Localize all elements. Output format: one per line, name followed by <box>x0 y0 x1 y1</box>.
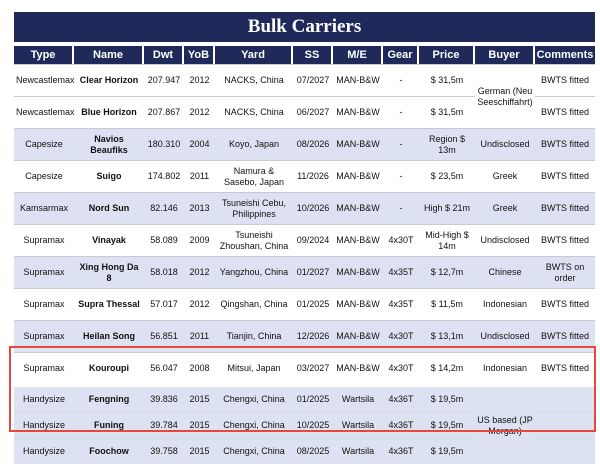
cell-comments <box>535 384 595 412</box>
cell-gear: - <box>383 64 419 96</box>
cell-yob: 2008 <box>184 352 215 384</box>
cell-dwt: 39.836 <box>144 384 184 412</box>
cell-type: Supramax <box>14 288 74 320</box>
col-buyer: Buyer <box>475 46 535 64</box>
cell-price: $ 23,5m <box>419 160 475 192</box>
cell-yob: 2004 <box>184 128 215 160</box>
cell-type: Handysize <box>14 384 74 412</box>
cell-price: $ 19,5m <box>419 412 475 438</box>
cell-yard: Qingshan, China <box>215 288 293 320</box>
cell-ss: 07/2027 <box>293 64 333 96</box>
cell-type: Newcastlemax <box>14 64 74 96</box>
cell-yob: 2012 <box>184 256 215 288</box>
cell-comments <box>535 438 595 464</box>
cell-yob: 2012 <box>184 288 215 320</box>
cell-yard: Yangzhou, China <box>215 256 293 288</box>
col-gear: Gear <box>383 46 419 64</box>
header-row <box>14 46 595 64</box>
cell-gear: - <box>383 128 419 160</box>
table-row <box>14 64 595 96</box>
cell-type: Supramax <box>14 256 74 288</box>
cell-ss: 01/2027 <box>293 256 333 288</box>
cell-gear: 4x30T <box>383 224 419 256</box>
cell-gear: - <box>383 160 419 192</box>
cell-gear: 4x35T <box>383 256 419 288</box>
cell-dwt: 82.146 <box>144 192 184 224</box>
cell-me: Wartsila <box>333 384 383 412</box>
cell-name: Blue Horizon <box>74 96 144 128</box>
col-yob: YoB <box>184 46 215 64</box>
cell-buyer: Indonesian <box>475 352 535 384</box>
cell-ss: 06/2027 <box>293 96 333 128</box>
cell-price: $ 31,5m <box>419 64 475 96</box>
cell-buyer: Undisclosed <box>475 224 535 256</box>
cell-ss: 08/2026 <box>293 128 333 160</box>
cell-me: MAN-B&W <box>333 128 383 160</box>
cell-buyer: German (Neu Seeschiffahrt) <box>475 64 535 128</box>
table-row <box>14 160 595 192</box>
cell-gear: - <box>383 192 419 224</box>
cell-comments: BWTS fitted <box>535 96 595 128</box>
table-row <box>14 288 595 320</box>
cell-ss: 11/2026 <box>293 160 333 192</box>
cell-yob: 2015 <box>184 412 215 438</box>
cell-comments: BWTS fitted <box>535 128 595 160</box>
cell-dwt: 57.017 <box>144 288 184 320</box>
cell-yard: NACKS, China <box>215 96 293 128</box>
cell-ss: 08/2025 <box>293 438 333 464</box>
cell-gear: 4x30T <box>383 320 419 352</box>
cell-type: Supramax <box>14 352 74 384</box>
cell-me: MAN-B&W <box>333 352 383 384</box>
cell-ss: 10/2025 <box>293 412 333 438</box>
cell-type: Supramax <box>14 320 74 352</box>
cell-gear: 4x35T <box>383 288 419 320</box>
cell-dwt: 180.310 <box>144 128 184 160</box>
cell-comments: BWTS fitted <box>535 192 595 224</box>
cell-price: Region $ 13m <box>419 128 475 160</box>
cell-dwt: 56.047 <box>144 352 184 384</box>
cell-type: Kamsarmax <box>14 192 74 224</box>
cell-type: Handysize <box>14 438 74 464</box>
col-dwt: Dwt <box>144 46 184 64</box>
cell-me: MAN-B&W <box>333 96 383 128</box>
cell-me: MAN-B&W <box>333 256 383 288</box>
cell-me: MAN-B&W <box>333 224 383 256</box>
cell-comments: BWTS fitted <box>535 160 595 192</box>
cell-price: Mid-High $ 14m <box>419 224 475 256</box>
cell-dwt: 58.089 <box>144 224 184 256</box>
col-ss: SS <box>293 46 333 64</box>
cell-price: $ 12,7m <box>419 256 475 288</box>
cell-gear: 4x36T <box>383 384 419 412</box>
cell-name: Navios Beaufiks <box>74 128 144 160</box>
cell-buyer: Indonesian <box>475 288 535 320</box>
col-type: Type <box>14 46 74 64</box>
cell-name: Clear Horizon <box>74 64 144 96</box>
cell-price: $ 31,5m <box>419 96 475 128</box>
table-row <box>14 224 595 256</box>
cell-buyer: Undisclosed <box>475 128 535 160</box>
cell-name: Foochow <box>74 438 144 464</box>
cell-yob: 2011 <box>184 160 215 192</box>
cell-yard: Namura & Sasebo, Japan <box>215 160 293 192</box>
bulk-carriers-panel <box>8 8 594 456</box>
cell-name: Fengning <box>74 384 144 412</box>
cell-comments: BWTS fitted <box>535 320 595 352</box>
cell-comments: BWTS fitted <box>535 64 595 96</box>
cell-comments: BWTS fitted <box>535 352 595 384</box>
cell-name: Kouroupi <box>74 352 144 384</box>
cell-me: MAN-B&W <box>333 64 383 96</box>
cell-buyer: Chinese <box>475 256 535 288</box>
table-row <box>14 352 595 384</box>
table-row <box>14 320 595 352</box>
cell-name: Suigo <box>74 160 144 192</box>
cell-yard: Tsuneishi Cebu, Philippines <box>215 192 293 224</box>
cell-ss: 09/2024 <box>293 224 333 256</box>
col-name: Name <box>74 46 144 64</box>
cell-yob: 2011 <box>184 320 215 352</box>
cell-me: Wartsila <box>333 412 383 438</box>
cell-yard: Tsuneishi Zhoushan, China <box>215 224 293 256</box>
cell-name: Supra Thessal <box>74 288 144 320</box>
cell-buyer: Undisclosed <box>475 320 535 352</box>
cell-yard: Chengxi, China <box>215 384 293 412</box>
cell-me: MAN-B&W <box>333 192 383 224</box>
cell-ss: 03/2027 <box>293 352 333 384</box>
cell-name: Xing Hong Da 8 <box>74 256 144 288</box>
cell-yob: 2012 <box>184 96 215 128</box>
cell-type: Capesize <box>14 128 74 160</box>
cell-type: Capesize <box>14 160 74 192</box>
cell-dwt: 174.802 <box>144 160 184 192</box>
cell-yard: NACKS, China <box>215 64 293 96</box>
cell-name: Vinayak <box>74 224 144 256</box>
cell-comments: BWTS fitted <box>535 288 595 320</box>
cell-gear: 4x30T <box>383 352 419 384</box>
cell-type: Handysize <box>14 412 74 438</box>
col-comments: Comments <box>535 46 595 64</box>
cell-buyer: Greek <box>475 192 535 224</box>
cell-name: Heilan Song <box>74 320 144 352</box>
cell-type: Newcastlemax <box>14 96 74 128</box>
table-row <box>14 384 595 412</box>
cell-comments <box>535 412 595 438</box>
cell-dwt: 58.018 <box>144 256 184 288</box>
cell-ss: 12/2026 <box>293 320 333 352</box>
cell-price: $ 13,1m <box>419 320 475 352</box>
bulk-carriers-table <box>14 46 595 464</box>
cell-price: $ 11,5m <box>419 288 475 320</box>
cell-dwt: 207.947 <box>144 64 184 96</box>
cell-yob: 2012 <box>184 64 215 96</box>
cell-type: Supramax <box>14 224 74 256</box>
col-price: Price <box>419 46 475 64</box>
cell-name: Funing <box>74 412 144 438</box>
cell-dwt: 39.758 <box>144 438 184 464</box>
cell-me: Wartsila <box>333 438 383 464</box>
cell-gear: 4x36T <box>383 438 419 464</box>
cell-comments: BWTS on order <box>535 256 595 288</box>
cell-price: High $ 21m <box>419 192 475 224</box>
cell-yard: Koyo, Japan <box>215 128 293 160</box>
table-row <box>14 192 595 224</box>
cell-dwt: 39.784 <box>144 412 184 438</box>
cell-me: MAN-B&W <box>333 160 383 192</box>
cell-gear: 4x36T <box>383 412 419 438</box>
cell-buyer: US based (JP Morgan) <box>475 384 535 464</box>
cell-price: $ 14,2m <box>419 352 475 384</box>
cell-dwt: 56.851 <box>144 320 184 352</box>
cell-yard: Chengxi, China <box>215 412 293 438</box>
table-row <box>14 256 595 288</box>
cell-yard: Chengxi, China <box>215 438 293 464</box>
cell-price: $ 19,5m <box>419 438 475 464</box>
cell-ss: 01/2025 <box>293 384 333 412</box>
cell-yard: Tianjin, China <box>215 320 293 352</box>
cell-me: MAN-B&W <box>333 288 383 320</box>
cell-yob: 2015 <box>184 384 215 412</box>
cell-name: Nord Sun <box>74 192 144 224</box>
cell-me: MAN-B&W <box>333 320 383 352</box>
cell-ss: 10/2026 <box>293 192 333 224</box>
cell-dwt: 207.867 <box>144 96 184 128</box>
col-yard: Yard <box>215 46 293 64</box>
cell-yard: Mitsui, Japan <box>215 352 293 384</box>
cell-price: $ 19,5m <box>419 384 475 412</box>
cell-comments: BWTS fitted <box>535 224 595 256</box>
cell-gear: - <box>383 96 419 128</box>
cell-buyer: Greek <box>475 160 535 192</box>
cell-yob: 2015 <box>184 438 215 464</box>
cell-ss: 01/2025 <box>293 288 333 320</box>
cell-yob: 2009 <box>184 224 215 256</box>
table-row <box>14 128 595 160</box>
cell-yob: 2013 <box>184 192 215 224</box>
col-me: M/E <box>333 46 383 64</box>
table-title: Bulk Carriers <box>14 12 595 42</box>
